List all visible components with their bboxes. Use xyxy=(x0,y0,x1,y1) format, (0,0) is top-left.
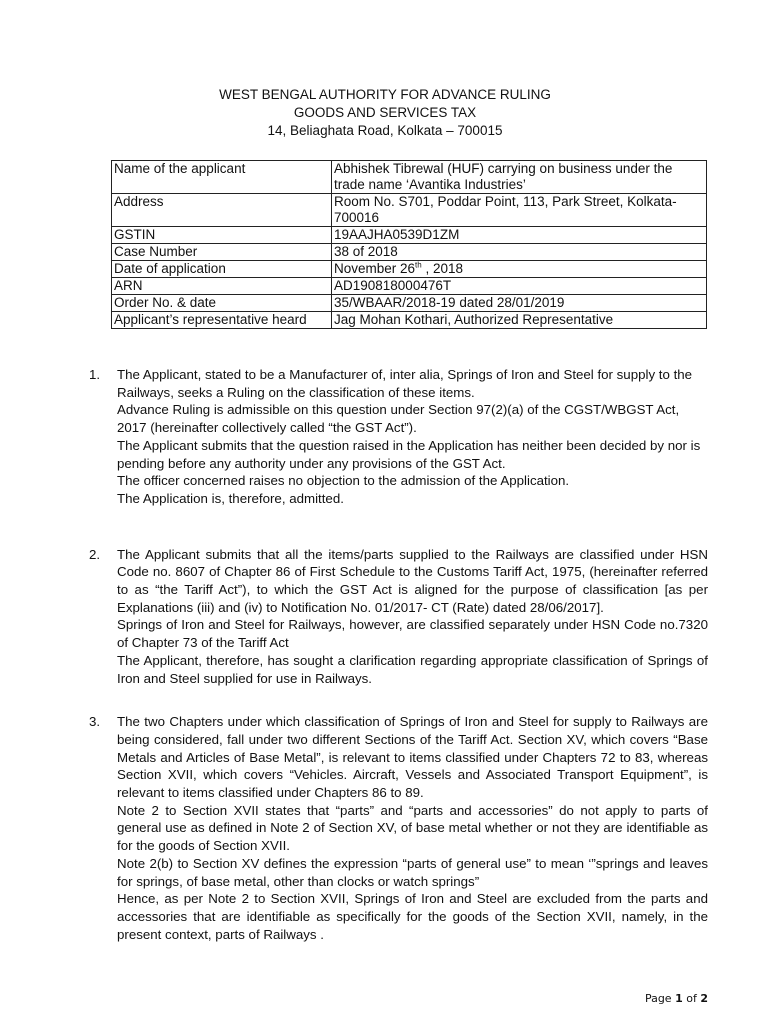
row-label: Date of application xyxy=(112,261,332,278)
section-number: 2. xyxy=(89,546,101,562)
tax-title: GOODS AND SERVICES TAX xyxy=(293,105,477,120)
row-value: AD190818000476T xyxy=(332,278,707,295)
date-suffix: th xyxy=(415,260,422,270)
authority-address: 14, Beliaghata Road, Kolkata – 700015 xyxy=(267,123,503,138)
of-word: of xyxy=(686,992,697,1005)
row-label: Case Number xyxy=(112,244,332,261)
section-3 xyxy=(89,713,708,943)
section-text xyxy=(117,546,708,688)
date-text: November 26 xyxy=(334,261,416,276)
paragraph: The Applicant submits that the question raised in the Application has neither been decided by nor is pending before any authority under any provisions of the GST Act. xyxy=(117,437,701,471)
section-text xyxy=(117,713,708,943)
page-number: 1 xyxy=(675,992,683,1005)
table-row xyxy=(112,278,707,295)
paragraph: The Applicant submits that all the items/parts supplied to the Railways are classified under HSN Code no. 8607 of Chapter 86 of First Schedule to the Customs Tariff Act, 1975, (hereinafter referred to as “the Tariff Act”), to which the GST Act is aligned for the purpose of classification [as per Explanations (iii) and (iv) to Notification No. 01/2017- CT (Rate) dated 28/06/2017]. xyxy=(117,546,708,615)
paragraph: The Applicant, stated to be a Manufacturer of, inter alia, Springs of Iron and Steel for supply to the Railways, seeks a Ruling on the classification of these items. xyxy=(117,367,693,400)
page-word: Page xyxy=(644,992,672,1005)
table-row xyxy=(112,261,707,278)
row-label: ARN xyxy=(112,278,332,295)
row-value: 19AAJHA0539D1ZM xyxy=(332,227,707,244)
section-1 xyxy=(89,366,708,508)
page-footer xyxy=(645,992,708,1005)
table-row xyxy=(112,227,707,244)
authority-title: WEST BENGAL AUTHORITY FOR ADVANCE RULING xyxy=(219,87,551,102)
paragraph: Hence, as per Note 2 to Section XVII, Springs of Iron and Steel are excluded from the parts and accessories that are identifiable as specifically for the goods of the Section XVII, namely, in the present context, parts of Railways . xyxy=(117,891,708,942)
row-label: Name of the applicant xyxy=(112,161,332,194)
paragraph: Springs of Iron and Steel for Railways, however, are classified separately under HSN Code no.7320 of Chapter 73 of the Tariff Act xyxy=(117,617,708,651)
paragraph: The two Chapters under which classification of Springs of Iron and Steel for supply to Railways are being considered, fall under two different Sections of the Tariff Act. Section XV, which covers “Base Metals and Articles of Base Metal”, is relevant to items classified under Chapters 72 to 83, whereas Section XVII, which covers “Vehicles. Aircraft, Vessels and Associated Transport Equipment”, is relevant to items classified under Chapters 86 to 89. xyxy=(117,714,708,801)
row-value: Abhishek Tibrewal (HUF) carrying on business under the trade name ‘Avantika Industries’ xyxy=(332,161,707,194)
paragraph: Note 2 to Section XVII states that “parts” and “parts and accessories” do not apply to parts of general use as defined in Note 2 of Section XV, of base metal whether or not they are identifiable as for the goods of Section XVII. xyxy=(117,802,708,854)
section-number: 1. xyxy=(89,367,101,382)
paragraph: The officer concerned raises no objection to the admission of the Application. xyxy=(117,473,570,489)
paragraph: The Application is, therefore, admitted. xyxy=(117,490,344,506)
section-2 xyxy=(89,546,708,688)
ruling-body xyxy=(89,366,708,943)
row-label: Order No. & date xyxy=(112,295,332,312)
row-value: Room No. S701, Poddar Point, 113, Park Street, Kolkata-700016 xyxy=(332,194,707,227)
section-text xyxy=(117,366,708,508)
row-value: 35/WBAAR/2018-19 dated 28/01/2019 xyxy=(332,295,707,312)
paragraph: Note 2(b) to Section XV defines the expression “parts of general use” to mean ‘”springs and leaves for springs, of base metal, other than clocks or watch springs” xyxy=(117,855,708,889)
table-row xyxy=(112,295,707,312)
page-total: 2 xyxy=(700,992,708,1005)
table-row xyxy=(112,244,707,261)
row-value: Jag Mohan Kothari, Authorized Representative xyxy=(332,312,707,329)
paragraph: Advance Ruling is admissible on this question under Section 97(2)(a) of the CGST/WBGST Act, 2017 (hereinafter collectively called “the GST Act”). xyxy=(117,402,680,436)
table-row xyxy=(112,194,707,227)
document-header xyxy=(0,86,770,140)
applicant-info-table xyxy=(111,160,707,329)
row-label: Address xyxy=(112,194,332,227)
date-year: , 2018 xyxy=(421,261,464,276)
table-row xyxy=(112,312,707,329)
paragraph: The Applicant, therefore, has sought a clarification regarding appropriate classification of Springs of Iron and Steel supplied for use in Railways. xyxy=(117,652,708,686)
row-label: GSTIN xyxy=(112,227,332,244)
row-value xyxy=(332,261,707,278)
row-value: 38 of 2018 xyxy=(332,244,707,261)
row-label: Applicant’s representative heard xyxy=(112,312,332,329)
table-row xyxy=(112,161,707,194)
section-number: 3. xyxy=(89,714,101,730)
